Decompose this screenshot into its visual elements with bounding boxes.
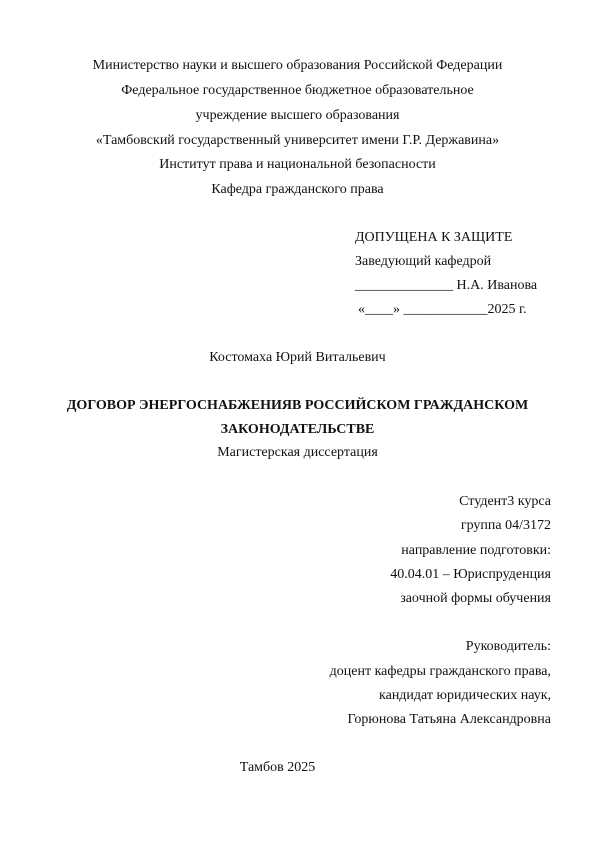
approval-date: «____» ____________2025 г. (358, 302, 527, 317)
thesis-title-line-1: ДОГОВОР ЭНЕРГОСНАБЖЕНИЯВ РОССИЙСКОМ ГРАЖДАНСКОМ (66, 398, 529, 413)
ministry-line: Министерство науки и высшего образования Российской Федерации (92, 58, 503, 73)
supervisor-degree: кандидат юридических наук, (379, 688, 551, 703)
approval-role: Заведующий кафедрой (355, 254, 492, 269)
study-direction-label: направление подготовки: (401, 543, 551, 558)
department-name: Кафедра гражданского права (211, 182, 384, 197)
institute-name: Институт права и национальной безопасности (159, 157, 436, 172)
supervisor-name: Горюнова Татьяна Александровна (347, 712, 551, 727)
student-group: группа 04/3172 (460, 518, 551, 533)
study-direction: 40.04.01 – Юриспруденция (390, 567, 551, 582)
supervisor-position: доцент кафедры гражданского права, (329, 664, 551, 679)
study-form: заочной формы обучения (400, 591, 551, 606)
thesis-title-line-2: ЗАКОНОДАТЕЛЬСТВЕ (220, 422, 375, 437)
author-name: Костомаха Юрий Витальевич (209, 350, 386, 365)
approval-signature: ______________ Н.А. Иванова (355, 278, 538, 293)
university-type-line-2: учреждение высшего образования (195, 108, 400, 123)
university-type-line: Федеральное государственное бюджетное образовательное (121, 83, 474, 98)
university-name: «Тамбовский государственный университет имени Г.Р. Державина» (95, 133, 500, 148)
thesis-type: Магистерская диссертация (217, 445, 378, 460)
supervisor-label: Руководитель: (465, 639, 551, 654)
approval-title: ДОПУЩЕНА К ЗАЩИТЕ (355, 230, 513, 245)
student-course: Студент3 курса (459, 494, 551, 509)
city-year: Тамбов 2025 (239, 760, 316, 775)
